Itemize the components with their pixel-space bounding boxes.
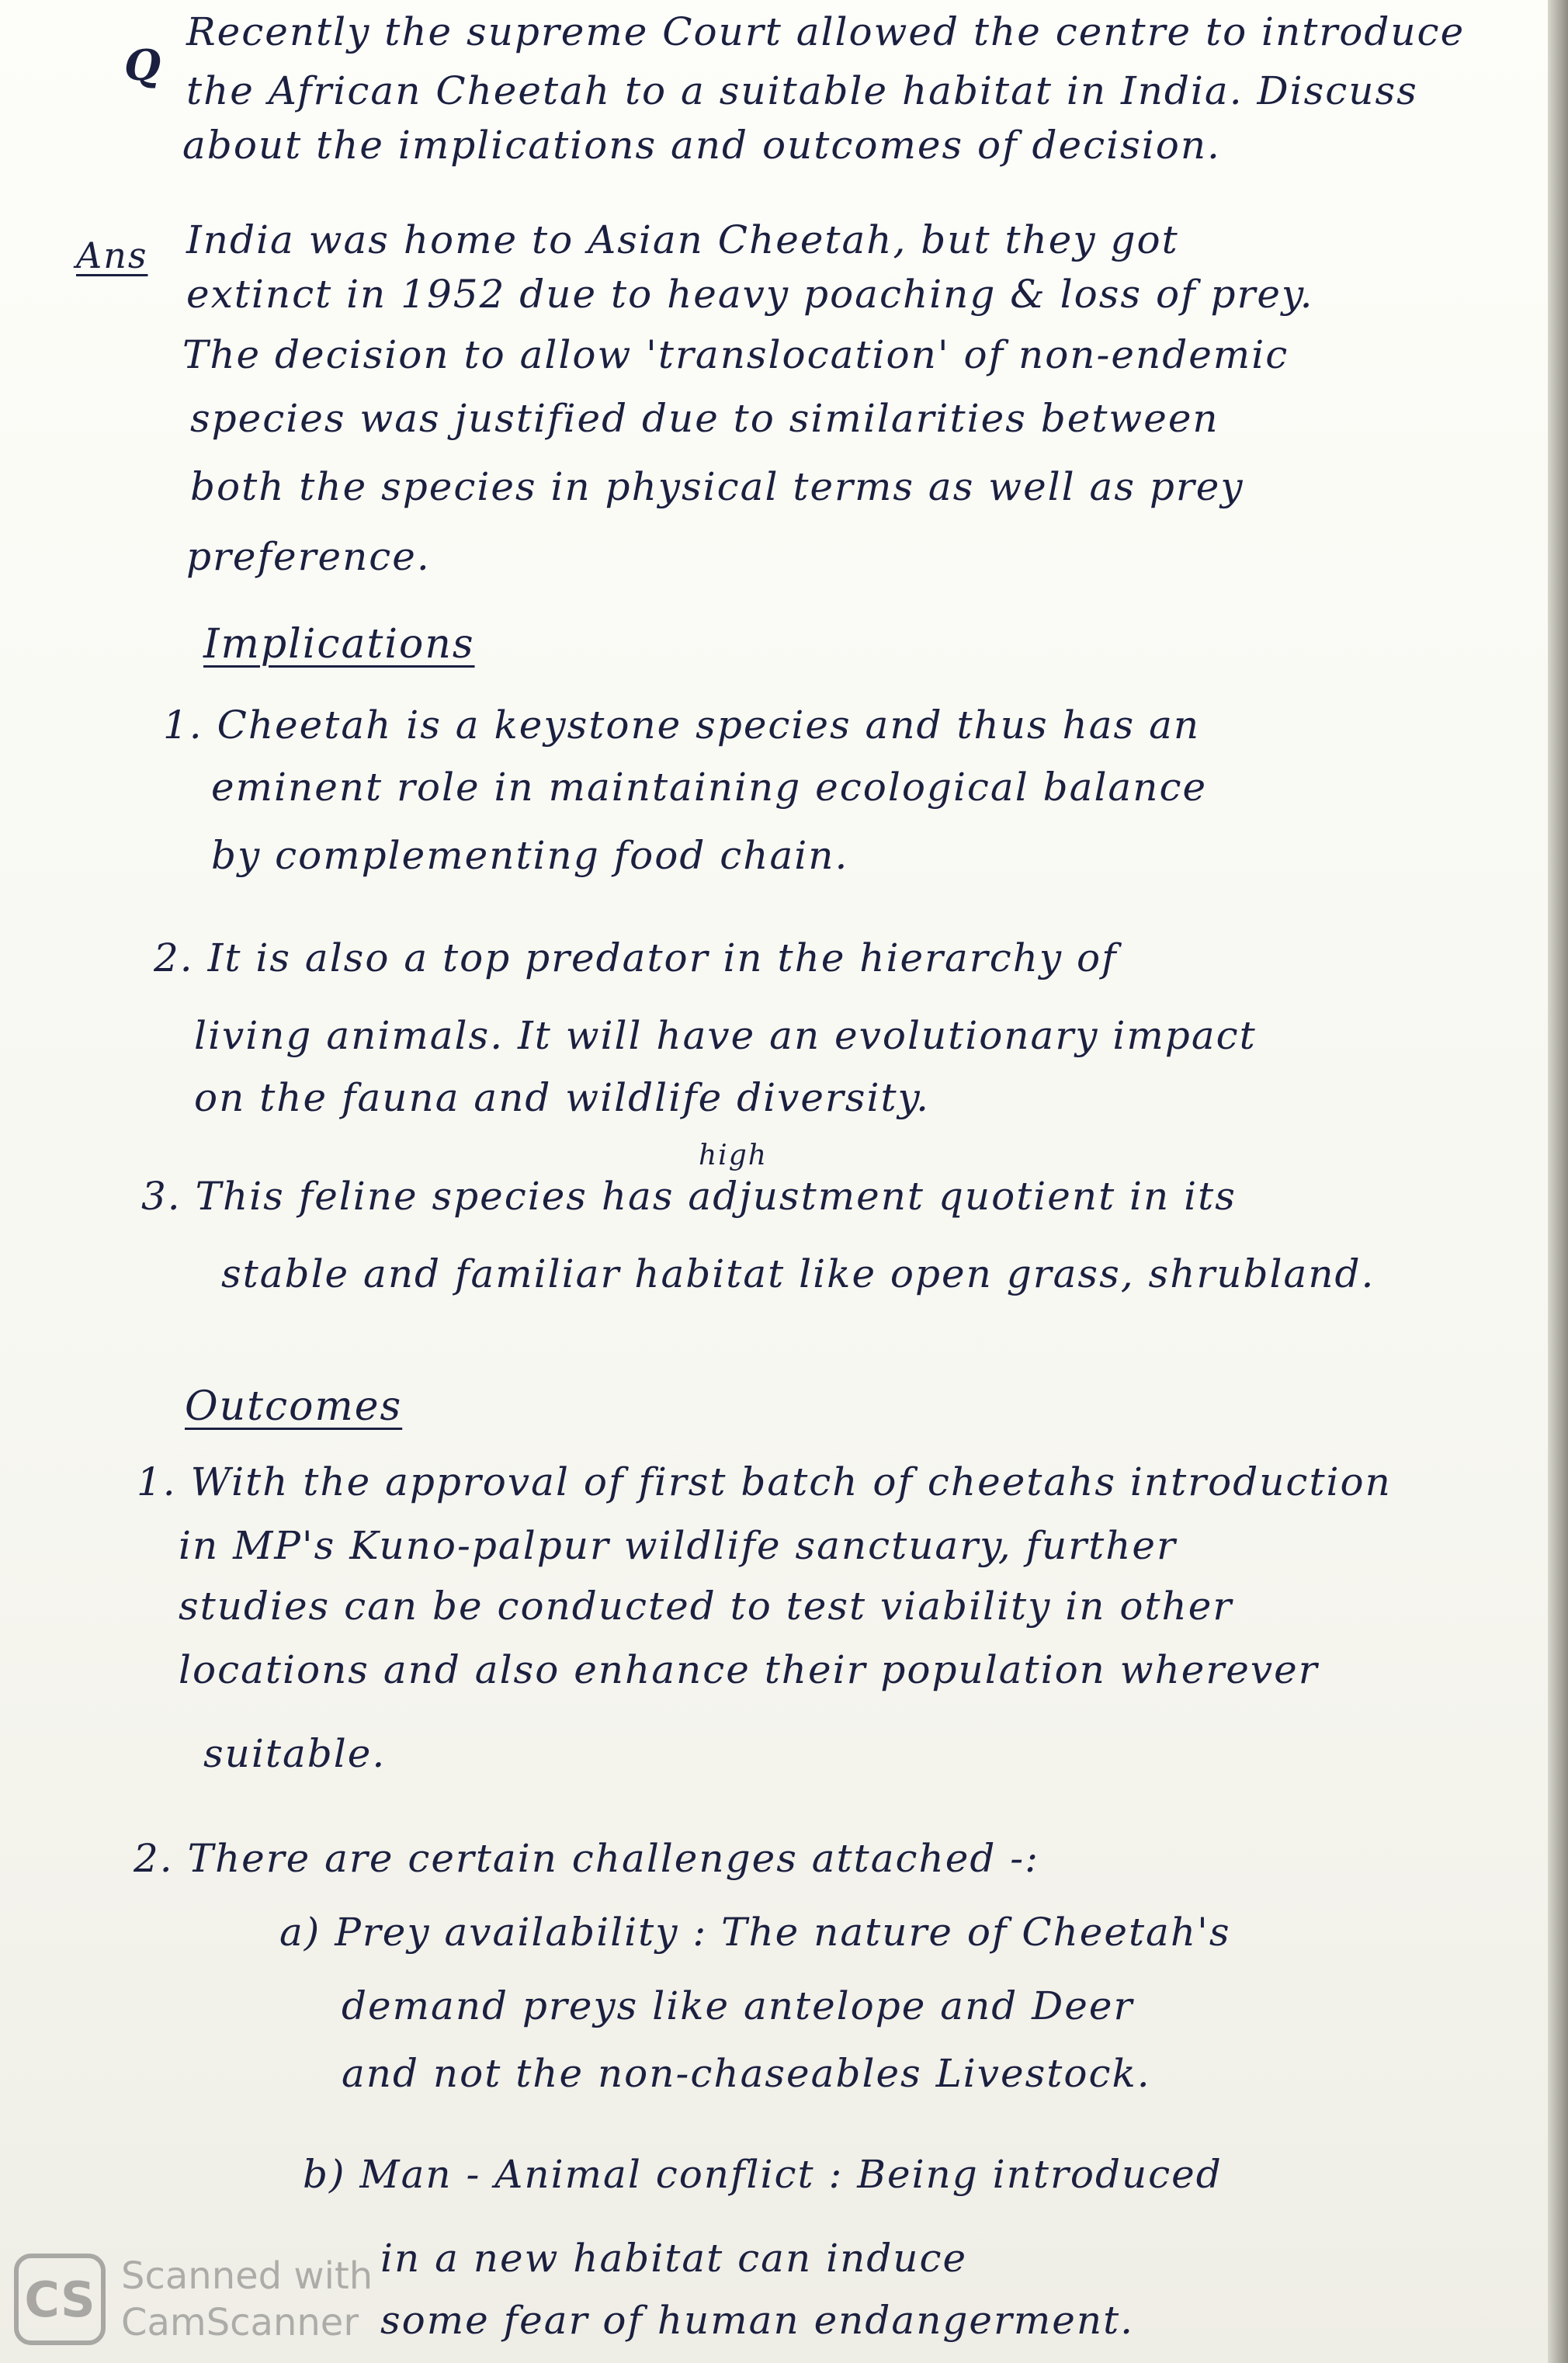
implication-3-line-2: stable and familiar habitat like open grass, shrubland. [221,1251,1375,1296]
implication-2-line-2: living animals. It will have an evolutionary impact [194,1013,1257,1058]
outcome-1-line-3: studies can be conducted to test viability in other [179,1584,1233,1629]
watermark-text [121,2253,373,2346]
answer-intro-line-4: species was justified due to similarities between [190,396,1219,441]
outcome-1-line-2: in MP's Kuno-palpur wildlife sanctuary, further [179,1523,1177,1568]
camscanner-logo-icon: CS [14,2254,106,2345]
question-line-3: about the implications and outcomes of decision. [182,123,1221,168]
outcome-2b-line-1: b) Man - Animal conflict : Being introduced [303,2152,1223,2197]
outcome-1-line-1: 1. With the approval of first batch of cheetahs introduction [137,1459,1392,1504]
question-line-1: Recently the supreme Court allowed the centre to introduce [186,9,1466,54]
watermark-line-1: Scanned with [121,2254,373,2298]
outcome-2-intro: 2. There are certain challenges attached -: [134,1836,1039,1881]
outcome-2a-line-1: a) Prey availability : The nature of Cheetah's [279,1910,1231,1955]
watermark-line-2: CamScanner [121,2301,359,2344]
answer-intro-line-2: extinct in 1952 due to heavy poaching & loss of prey. [186,272,1314,317]
implication-2-line-1: 2. It is also a top predator in the hierarchy of [154,935,1118,980]
camscanner-watermark [14,2245,495,2354]
answer-intro-line-1: India was home to Asian Cheetah, but they got [186,217,1179,262]
outcome-2a-line-2: demand preys like antelope and Deer [342,1983,1134,2028]
outcomes-heading: Outcomes [185,1383,403,1430]
question-line-2: the African Cheetah to a suitable habitat in India. Discuss [186,68,1418,113]
answer-intro-line-6: preference. [186,534,431,579]
inserted-word-high: high [699,1140,768,1171]
implication-1-line-1: 1. Cheetah is a keystone species and thus has an [163,703,1201,748]
implication-2-line-3: on the fauna and wildlife diversity. [194,1075,931,1120]
implication-1-line-3: by complementing food chain. [211,833,849,878]
implication-3-line-1: 3. This feline species has adjustment quotient in its [141,1174,1237,1219]
outcome-2b-line-2: in a new habitat can induce [380,2236,968,2281]
answer-intro-line-5: both the species in physical terms as well as prey [190,464,1244,509]
implication-1-line-2: eminent role in maintaining ecological balance [211,765,1208,810]
implications-heading: Implications [203,621,475,668]
answer-label: Ans [76,234,148,276]
outcome-1-line-5: suitable. [203,1731,387,1776]
notebook-spine [1548,0,1568,2363]
outcome-1-line-4: locations and also enhance their population wherever [179,1647,1319,1692]
outcome-2b-line-3: some fear of human endangerment. [380,2298,1135,2343]
question-marker: Q [124,40,163,90]
outcome-2a-line-3: and not the non-chaseables Livestock. [342,2051,1151,2096]
answer-intro-line-3: The decision to allow 'translocation' of non-endemic [182,332,1289,377]
